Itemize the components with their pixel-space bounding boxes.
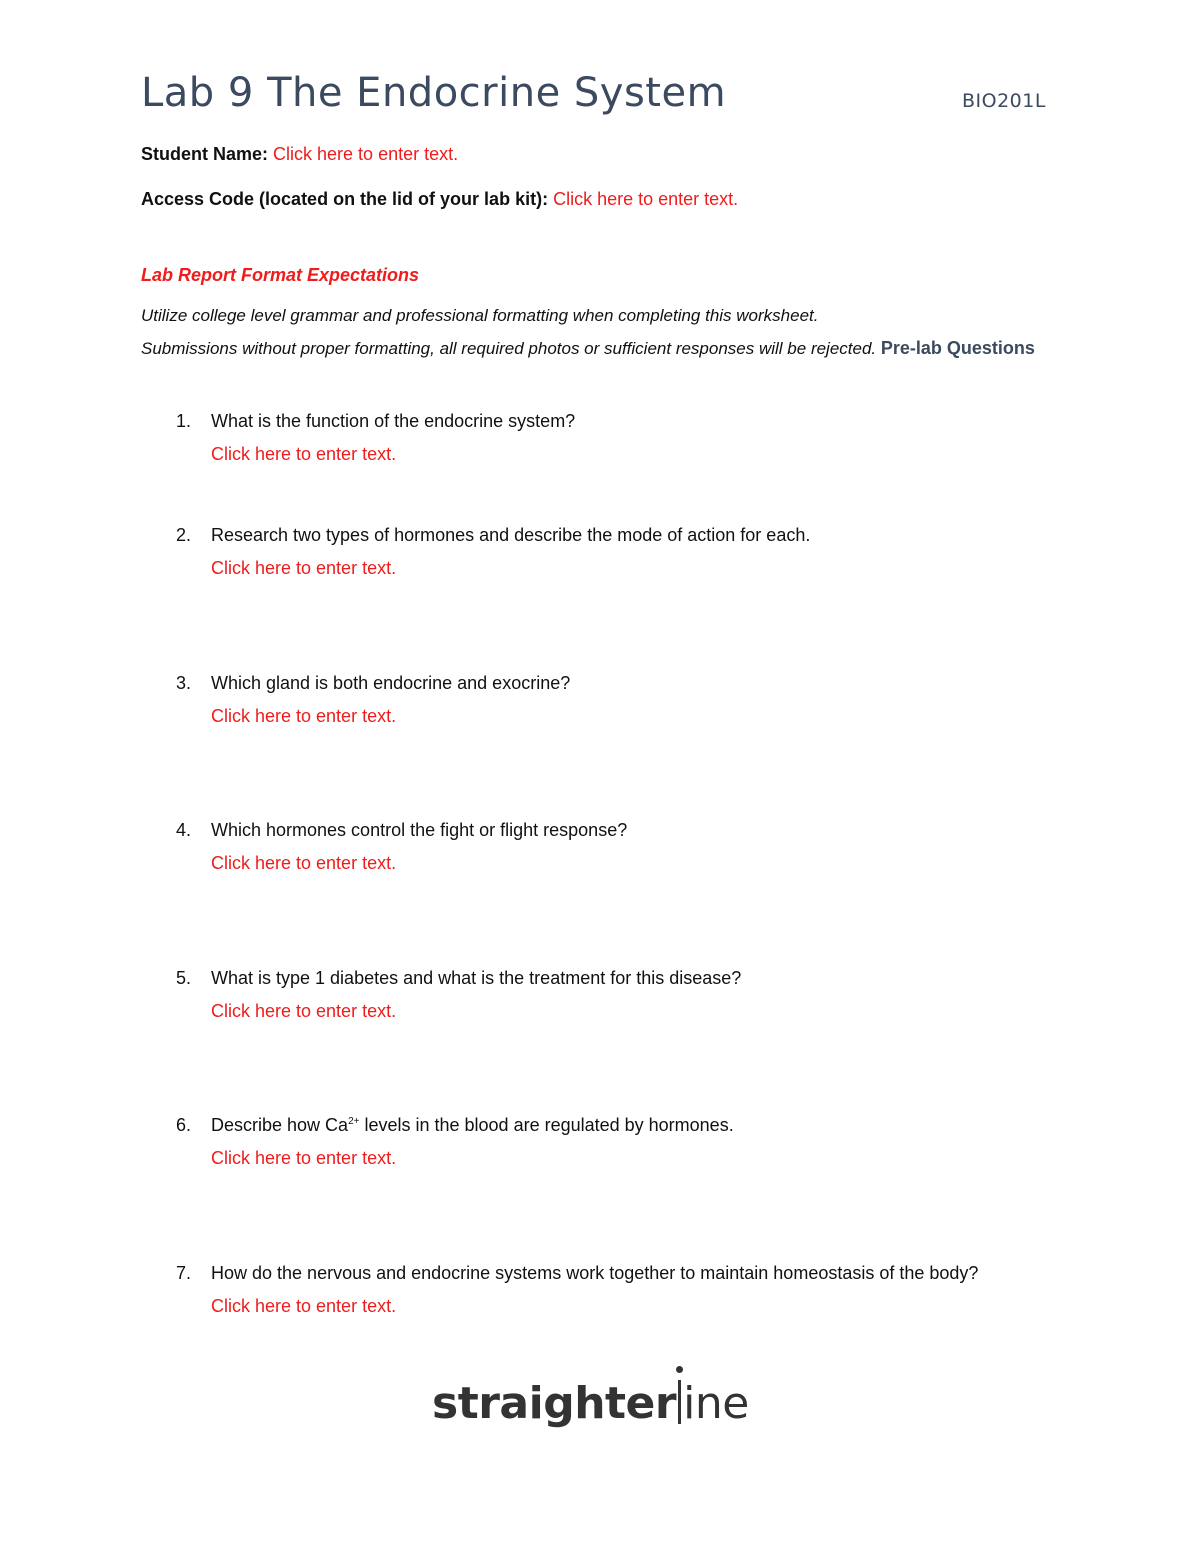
question-text (211, 1109, 1036, 1142)
answer-field[interactable]: Click here to enter text. (211, 558, 397, 578)
access-code-row (141, 189, 738, 210)
straighterline-logo (432, 1378, 749, 1429)
student-name-field[interactable]: Click here to enter text. (273, 144, 459, 164)
question-number: 7. (176, 1263, 192, 1283)
answer-field[interactable]: Click here to enter text. (211, 1148, 397, 1168)
access-code-label: Access Code (located on the lid of your lab kit): (141, 189, 549, 209)
expectations-line-2 (141, 332, 1061, 365)
prelab-heading: Pre-lab Questions (880, 338, 1035, 358)
question-number: 5. (176, 968, 192, 988)
student-name-row (141, 144, 458, 165)
logo-text-bold: straighter (432, 1378, 677, 1429)
answer-field[interactable]: Click here to enter text. (211, 853, 397, 873)
question-text: Which hormones control the fight or flight response? (211, 820, 628, 840)
question-text: What is the function of the endocrine system? (211, 411, 576, 431)
answer-field[interactable]: Click here to enter text. (211, 444, 397, 464)
question-number: 1. (176, 411, 192, 431)
question-text-after: levels in the blood are regulated by hormones. (359, 1115, 734, 1135)
question-text: What is type 1 diabetes and what is the treatment for this disease? (211, 968, 742, 988)
question-number: 6. (176, 1115, 192, 1135)
answer-field[interactable]: Click here to enter text. (211, 1296, 397, 1316)
question-2 (176, 519, 1036, 585)
access-code-field[interactable]: Click here to enter text. (553, 189, 739, 209)
logo-text-light: ine (683, 1378, 749, 1429)
question-number: 3. (176, 673, 192, 693)
student-name-label: Student Name: (141, 144, 269, 164)
question-text: Research two types of hormones and describe the mode of action for each. (211, 525, 811, 545)
format-expectations-heading: Lab Report Format Expectations (141, 265, 420, 285)
question-text: Which gland is both endocrine and exocrine? (211, 673, 571, 693)
question-number: 2. (176, 525, 192, 545)
question-7 (176, 1257, 1036, 1323)
expectations-line-1: Utilize college level grammar and professional formatting when completing this worksheet. (141, 306, 819, 325)
page-title: Lab 9 The Endocrine System (141, 70, 727, 116)
question-6 (176, 1109, 1036, 1175)
question-5 (176, 962, 1036, 1028)
question-number: 4. (176, 820, 192, 840)
question-1 (176, 405, 1036, 471)
course-code: BIO201L (962, 90, 1046, 112)
expectations-line-2-text: Submissions without proper formatting, all required photos or sufficient responses will be rejected. (141, 339, 877, 358)
answer-field[interactable]: Click here to enter text. (211, 1001, 397, 1021)
answer-field[interactable]: Click here to enter text. (211, 706, 397, 726)
calcium-charge-superscript: 2+ (348, 1116, 360, 1127)
question-text-before: Describe how Ca (211, 1115, 349, 1135)
question-text: How do the nervous and endocrine systems work together to maintain homeostasis of the body? (211, 1263, 979, 1283)
format-expectations-text (141, 299, 1061, 365)
question-3 (176, 667, 1036, 733)
question-4 (176, 814, 1036, 880)
logo-l-mark (678, 1380, 681, 1424)
